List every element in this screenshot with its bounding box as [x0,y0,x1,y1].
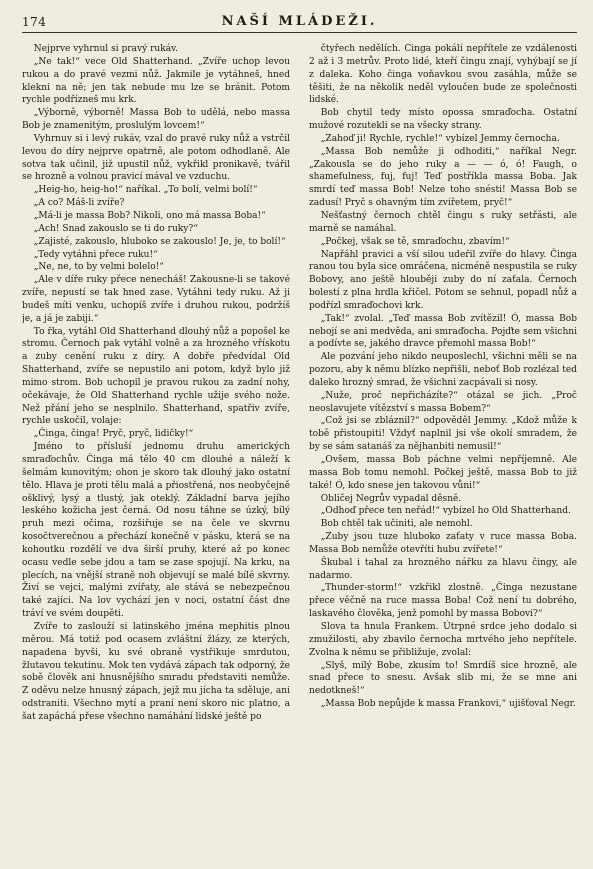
paragraph: „Slyš, milý Bobe, zkusím to! Smrdíš sice hrozně, ale snad přece to snesu. Avšak slib mi, že se mne ani nedotkneš!“ [309,660,577,697]
paragraph: „Výborně, výborně! Massa Bob to udělá, nebo massa Bob je znamenitým, proslulým lovcem!“ [22,108,290,132]
paragraph: „Massa Bob nepůjde k massa Frankovi,“ ujišťoval Negr. [320,699,576,710]
paragraph: „Thunder-storm!“ vzkřikl zlostně. „Činga nezustane přece věčně na ruce massa Boba! Což není tu dobrého, laskavého člověka, jenž pomohl by massa Bobovi?“ [309,583,577,620]
paragraph: „Tak!“ zvolal. „Teď massa Bob zvítězil! Ó, massa Bob nebojí se ani medvěda, ani smraďocha. Pojďte sem všichni a podívte se, jakého dravce přemohl massa Bob!“ [309,313,577,350]
paragraph: „Má-li je massa Bob? Nikoli, ono má massa Boba!“ [33,210,266,221]
running-title: NAŠÍ MLÁDEŽI. [221,14,378,29]
paragraph: „Ale v díře ruky přece nenecháš! Zakousne-li se takové zvíře, nepustí se tak hned zase. Vytáhni tedy ruku. Až ji budeš míti venku, uchopíš zvíře i druhou rukou, podržíš je, a já je zabiji.“ [22,275,290,324]
paragraph: Škubal i tahal za hrozného nářku za hlavu čingy, ale nadarmo. [309,557,577,581]
paragraph: „Tedy vytáhni přece ruku!“ [33,249,158,260]
paragraph: Slova ta hnula Frankem. Útrpné srdce jeho dodalo si zmužilosti, aby zbavilo černocha mrtvého jeho nepřítele. Zvolna k němu se přibližuje, zvolal: [309,621,577,658]
paragraph: „Nuže, proč nepřicházíte?“ otázal se jich. „Proč neoslavujete vítězství s massa Bobem?“ [309,390,577,414]
paragraph: Vyhrnuv si i levý rukáv, vzal do pravé ruky nůž a vstrčil levou do díry nejprve opatrně, ale potom odhodlaně. Ale sotva tak učinil, již upustil nůž, vykřikl pronikavě, tvářil se hrozně a volnou pravicí mával ve vzduchu. [22,133,290,183]
paragraph: Nejprve vyhrnul si pravý rukáv. [33,44,179,54]
paragraph: „Odhoď přece ten neřád!“ vybízel ho Old Shatterhand. [320,506,571,517]
paragraph: „Zajisté, zakouslo, hluboko se zakouslo! Je, je, to bolí!“ [33,236,286,247]
paragraph: To řka, vytáhl Old Shatterhand dlouhý nůž a popošel ke stromu. Černoch pak vytáhl volně a za hrozného vřískotu a zuby cenění ruku z díry. A dobře předvídal Old Shatterhand, zvíře se nepustilo ani potom, když bylo již mimo strom. Bob uchopil je pravou rukou za zadní nohy, očekávaje, že Old Shatterhand rychle užije svého nože. Než přání jeho se nesplnilo. Shatterhand, spatřiv zvíře, rychle uskočil, volaje: [22,326,290,427]
paragraph: Napřáhl pravici a vší silou udeřil zvíře do hlavy. Činga ranou tou byla sice omráčena, nicméně nespustila se ruky Bobovy, ano ještě hlouběji zuby do ní zaťala. Černoch bolestí z plna hrdla křičel. Potom se sehnul, popadl nůž a podřízl smraďochovi krk. [309,249,577,311]
right-column [309,43,577,859]
paragraph: Ale pozvání jeho nikdo neuposlechl, všichni měli se na pozoru, aby k němu blízko nepřišli, neboť Bob rozlézal teď daleko hrozný smrad, že všichni zacpávali si nosy. [309,352,577,388]
text-columns [22,43,577,859]
paragraph: „Zahoď ji! Rychle, rychle!“ vybízel Jemmy černocha. [320,133,560,144]
paragraph: Bob chytil tedy místo opossa smraďocha. Ostatní mužové rozutekli se na všecky strany. [309,108,577,132]
paragraph: „Heig-ho, heig-ho!“ naříkal. „To bolí, velmi bolí!“ [33,185,258,196]
paragraph: čtyřech nedělích. Činga pokálí nepřítele ze vzdálenosti 2 až i 3 metrův. Proto lidé, kteří čingu znají, vyhýbají se jí z daleka. Koho činga voňavkou svou zasáhla, může se těšiti, že na několik neděl vyloučen bude ze společnosti lidské. [309,44,577,106]
page-header [22,14,577,33]
page-number: 174 [22,15,47,29]
paragraph: „Massa Bob nemůže ji odhoditi,“ naříkal Negr. „Zakousla se do jeho ruky a — — ó, ó! Faugh, o shamefulness, fuj, fuj! Teď postříkla massa Boba. Jak smrdí teď massa Bob! Nelze toho snésti! Massa Bob se zadusí! Pryč s ohavným tím zvířetem, pryč!“ [309,146,577,209]
paragraph: „Ne tak!“ vece Old Shatterhand. „Zvíře uchop levou rukou a do pravé vezmi nůž. Jakmile je vytáhneš, hned klekni na ně; jen tak nebude mu lze se bránit. Potom rychle podřízneš mu krk. [22,56,290,106]
paragraph: „Činga, činga! Pryč, pryč, lidičky!“ [33,429,194,440]
paragraph: Obličej Negrův vypadal děsně. [320,493,462,504]
paragraph: „A co? Máš-li zvíře? [33,198,125,209]
paragraph: „Což jsi se zbláznil?“ odpověděl Jemmy. „Kdož může k tobě přistoupiti! Vždyť naplnil jsi vše okolí smradem, že by se sám satanáš za nějhanbiti nemusil!“ [309,416,577,453]
paragraph: „Ach! Snad zakouslo se ti do ruky?“ [33,223,198,234]
paragraph: „Ne, ne, to by velmi bolelo!“ [33,262,164,273]
left-column [22,43,290,859]
paragraph: Bob chtěl tak učiniti, ale nemohl. [320,519,473,530]
paragraph: „Počkej, však se tě, smraďochu, zbavím!“ [320,236,510,247]
paragraph: Jméno to přísluší jednomu druhu amerických smraďochův. Činga má tělo 40 cm dlouhé a náleží k šelmám kunovitým; ohon je skoro tak dlouhý jako ostatní tělo. Hlava je proti tělu malá a přiostřená, nos neobyčejně ošklivý, lysý a tlustý, jak oteklý. Základní barva jejího leského kožicha jest černá. Od nosu táhne se úzký, bílý pruh mezi očima, rozšiřuje se na čele ve skvrnu kosočtverečnou a přechází konečně v pásku, která se na kohoutku rozdělí ve dva širší pruhy, které až po konec ocasu vedle sebe jdou a tam se zase spojují. Na krku, na plecích, na vnější straně noh objevují se malé bílé skvrny. Živí se vejci, malými zvířaty, ale stává se nebezpečnou také zajíci. Na lov vychází jen v noci, ostatní část dne tráví ve svém doupěti. [22,442,290,620]
paragraph: „Zuby jsou tuze hluboko zaťaty v ruce massa Boba. Massa Bob nemůže otevříti hubu zvířete!“ [309,532,577,555]
paragraph: Nešťastný černoch chtěl čingu s ruky setřásti, ale marně se namáhal. [309,210,577,234]
paragraph: Zvíře to zaslouží si latinského jména mephitis plnou měrou. Má totiž pod ocasem zvláštní žlázy, ze kterých, napadena byvši, ku své obraně vystřikuje smrdutou, žlutavou tekutinu. Mok ten vydává zápach tak odporný, že sobě člověk ani hnusnějšího smradu představiti nemůže. Z oděvu nelze hnusný zápach, jejž mu jícha ta sděluje, ani odstraniti. Všechno mytí a praní není skoro nic platno, a šat zapáchá přese všechno namáhání lidské ještě po [22,621,290,722]
paragraph: „Ovšem, massa Bob páchne velmi nepříjemně. Ale massa Bob tomu nemohl. Počkej ještě, massa Bob to již také! Ó, kdo snese jen takovou vůni!“ [309,455,577,491]
